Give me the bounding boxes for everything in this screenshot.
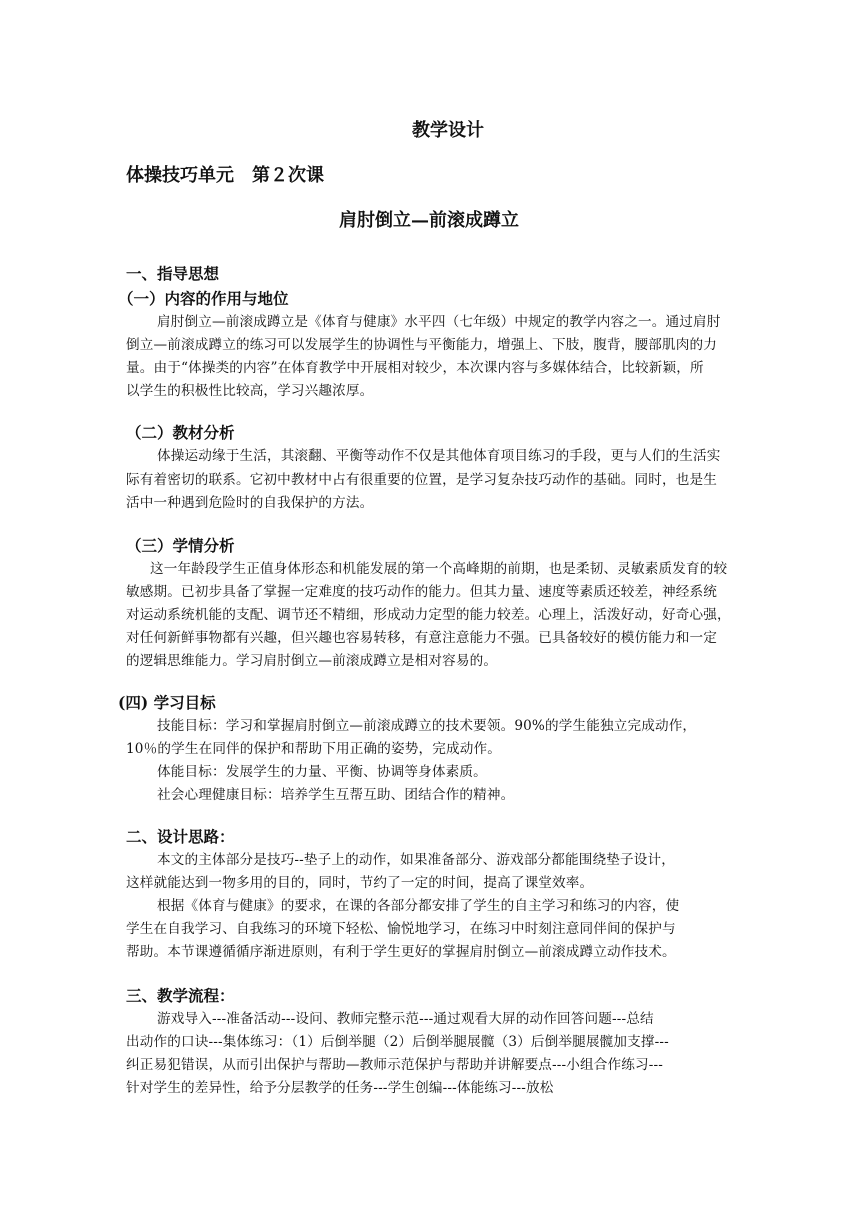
subsection-heading-learning-goals: (四) 学习目标 bbox=[118, 693, 216, 712]
subsection-heading-material-analysis: （二）教材分析 bbox=[126, 423, 235, 442]
paragraph-line: 根据《体育与健康》的要求，在课的各部分都安排了学生的自主学习和练习的内容，使 bbox=[157, 898, 680, 914]
paragraph-line: 对任何新鲜事物都有兴趣，但兴趣也容易转移，有意注意能力不强。已具备较好的模仿能力和一定 bbox=[126, 630, 717, 646]
section-heading-design-idea: 二、设计思路： bbox=[126, 827, 235, 846]
paragraph-line: 体操运动缘于生活，其滚翻、平衡等动作不仅是其他体育项目练习的手段，更与人们的生活实 bbox=[157, 448, 721, 464]
paragraph-line: 肩肘倒立—前滚成蹲立是《体育与健康》水平四（七年级）中规定的教学内容之一。通过肩肘 bbox=[157, 314, 721, 330]
subsection-heading-content-role: （一）内容的作用与地位 bbox=[118, 289, 289, 308]
paragraph-line: 本文的主体部分是技巧--垫子上的动作，如果准备部分、游戏部分都能围绕垫子设计， bbox=[157, 852, 676, 868]
paragraph-line: 量。由于“体操类的内容”在体育教学中开展相对较少，本次课内容与多媒体结合，比较新颖，所 bbox=[126, 360, 704, 376]
lesson-title: 肩肘倒立—前滚成蹲立 bbox=[339, 210, 519, 231]
paragraph-line: 社会心理健康目标：培养学生互帮互助、团结合作的精神。 bbox=[157, 787, 515, 803]
paragraph-line: 这一年龄段学生正值身体形态和机能发展的第一个高峰期的前期，也是柔韧、灵敏素质发育的较 bbox=[150, 561, 728, 577]
paragraph-line: 活中一种遇到危险时的自我保护的方法。 bbox=[126, 495, 374, 511]
paragraph-line: 游戏导入---准备活动---设问、教师完整示范---通过观看大屏的动作回答问题---总结 bbox=[157, 1011, 654, 1027]
section-heading-teaching-flow: 三、教学流程： bbox=[126, 986, 235, 1005]
paragraph-line: 10％的学生在同伴的保护和帮助下用正确的姿势，完成动作。 bbox=[126, 741, 501, 757]
paragraph-line: 倒立—前滚成蹲立的练习可以发展学生的协调性与平衡能力，增强上、下肢，腹背，腰部肌肉的力 bbox=[126, 337, 717, 353]
paragraph-line: 学生在自我学习、自我练习的环境下轻松、愉悦地学习，在练习中时刻注意同伴间的保护与 bbox=[126, 921, 676, 937]
paragraph-line: 技能目标：学习和掌握肩肘倒立—前滚成蹲立的技术要领。90%的学生能独立完成动作， bbox=[157, 718, 697, 734]
paragraph-line: 对运动系统机能的支配、调节还不精细，形成动力定型的能力较差。心理上，活泼好动，好奇心强， bbox=[126, 607, 731, 623]
paragraph-line: 际有着密切的联系。它初中教材中占有很重要的位置，是学习复杂技巧动作的基础。同时，也是生 bbox=[126, 472, 717, 488]
unit-title: 体操技巧单元 第２次课 bbox=[126, 165, 324, 186]
paragraph-line: 以学生的积极性比较高，学习兴趣浓厚。 bbox=[126, 383, 374, 399]
paragraph-line: 出动作的口诀---集体练习：（1）后倒举腿（2）后倒举腿展髋（3）后倒举腿展髋加支撑--- bbox=[126, 1034, 669, 1050]
paragraph-line: 这样就能达到一物多用的目的，同时，节约了一定的时间，提高了课堂效率。 bbox=[126, 875, 594, 891]
paragraph-line: 敏感期。已初步具备了掌握一定难度的技巧动作的能力。但其力量、速度等素质还较差，神经系统 bbox=[126, 584, 717, 600]
paragraph-line: 体能目标：发展学生的力量、平衡、协调等身体素质。 bbox=[157, 764, 487, 780]
section-heading-guiding-thought: 一、指导思想 bbox=[126, 264, 220, 283]
paragraph-line: 的逻辑思维能力。学习肩肘倒立—前滚成蹲立是相对容易的。 bbox=[126, 653, 498, 669]
paragraph-line: 纠正易犯错误，从而引出保护与帮助—教师示范保护与帮助并讲解要点---小组合作练习--- bbox=[126, 1057, 663, 1073]
document-title: 教学设计 bbox=[412, 120, 484, 141]
paragraph-line: 帮助。本节课遵循循序渐进原则，有利于学生更好的掌握肩肘倒立—前滚成蹲立动作技术。 bbox=[126, 944, 676, 960]
paragraph-line: 针对学生的差异性，给予分层教学的任务---学生创编---体能练习---放松 bbox=[126, 1080, 554, 1096]
subsection-heading-learner-analysis: （三）学情分析 bbox=[126, 536, 235, 555]
